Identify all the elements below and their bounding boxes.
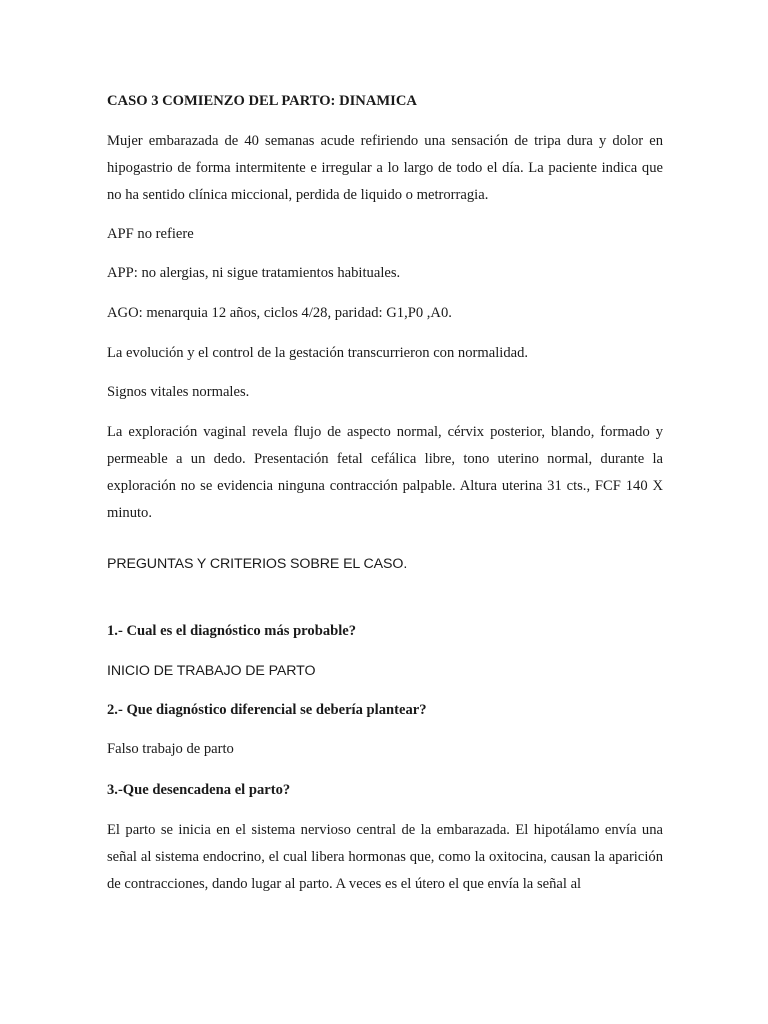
question-1: 1.- Cual es el diagnóstico más probable?	[107, 623, 357, 639]
case-intro-paragraph: Mujer embarazada de 40 semanas acude refiriendo una sensación de tripa dura y dolor en hipogastrio de forma intermitente e irregular a lo largo de todo el día. La paciente indica que no ha sentido clínica miccional, perdida de liquido o metrorragia.	[107, 133, 663, 203]
question-2: 2.- Que diagnóstico diferencial se debería plantear?	[107, 702, 427, 718]
answer-2: Falso trabajo de parto	[107, 741, 234, 757]
document-title: CASO 3 COMIENZO DEL PARTO: DINAMICA	[107, 93, 417, 109]
answer-1: INICIO DE TRABAJO DE PARTO	[107, 663, 316, 679]
document-page	[107, 0, 663, 1024]
evolution-line: La evolución y el control de la gestación transcurrieron con normalidad.	[107, 345, 529, 361]
vital-signs-line: Signos vitales normales.	[107, 384, 250, 400]
ago-line: AGO: menarquia 12 años, ciclos 4/28, paridad: G1,P0 ,A0.	[107, 305, 452, 321]
apf-line: APF no refiere	[107, 226, 194, 242]
question-3: 3.-Que desencadena el parto?	[107, 782, 291, 798]
app-line: APP: no alergias, ni sigue tratamientos habituales.	[107, 265, 401, 281]
answer-3: El parto se inicia en el sistema nervioso central de la embarazada. El hipotálamo envía una señal al sistema endocrino, el cual libera hormonas que, como la oxitocina, causan la aparición de contracciones, dando lugar al parto. A veces es el útero el que envía la señal al	[107, 822, 663, 892]
questions-section-heading: PREGUNTAS Y CRITERIOS SOBRE EL CASO.	[107, 556, 408, 572]
exploration-paragraph: La exploración vaginal revela flujo de aspecto normal, cérvix posterior, blando, formado y permeable a un dedo. Presentación fetal cefálica libre, tono uterino normal, durante la exploración no se evidencia ninguna contracción palpable. Altura uterina 31 cts., FCF 140 X minuto.	[107, 424, 663, 521]
